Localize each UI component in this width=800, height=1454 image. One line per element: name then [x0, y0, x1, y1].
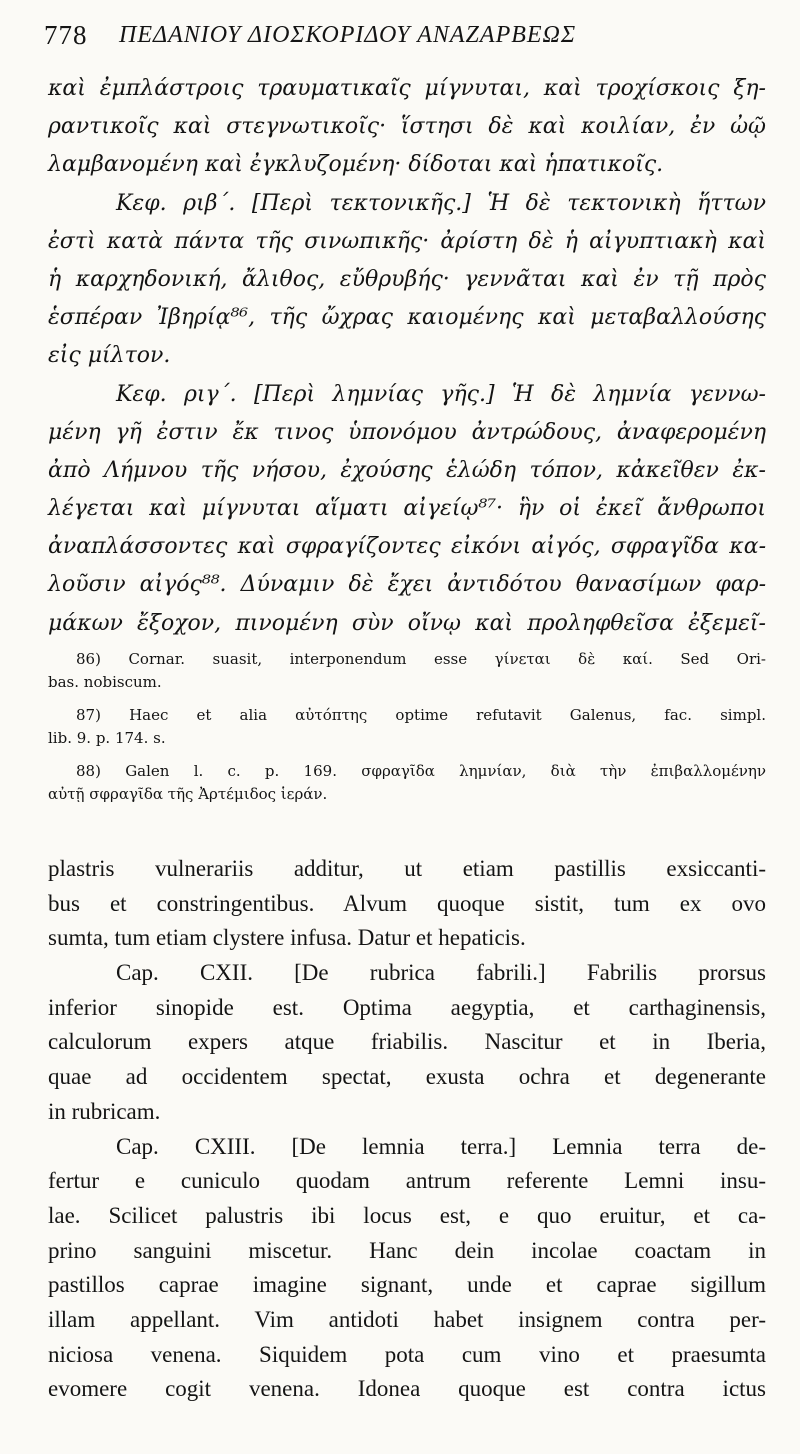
footnote-88 — [48, 760, 766, 806]
latin-line: fertur e cuniculo quodam antrum referente Lemni insu- — [48, 1168, 766, 1194]
greek-line: Κεφ. ριβ΄. [Περὶ τεκτονικῆς.] Ἡ δὲ τεκτονικὴ ἥττων — [116, 190, 766, 216]
latin-line: niciosa venena. Siquidem pota cum vino et praesumta — [48, 1341, 766, 1367]
footnote-86 — [48, 648, 766, 694]
footnote-line: 86) Cornar. suasit, interponendum esse γίνεται δὲ καί. Sed Ori- — [76, 650, 766, 668]
footnote-87 — [48, 704, 766, 750]
latin-line: sumta, tum etiam clystere infusa. Datur et hepaticis. — [48, 925, 526, 951]
footnotes — [48, 648, 766, 816]
greek-line: ραντικοῖς καὶ στεγνωτικοῖς· ἵστησι δὲ καὶ κοιλίαν, ἐν ὠῷ — [48, 114, 766, 140]
footnote-line: 88) Galen l. c. p. 169. σφραγῖδα λημνίαν, διὰ τὴν ἐπιβαλλομένην — [76, 762, 766, 780]
running-title: ΠΕΔΑΝΙΟΥ ΔΙΟΣΚΟΡΙΔΟΥ ΑΝΑΖΑΡΒΕΩΣ — [119, 22, 577, 48]
greek-line: ἀπὸ Λήμνου τῆς νήσου, ἐχούσης ἑλώδη τόπον, κἀκεῖθεν ἐκ- — [48, 457, 766, 483]
greek-text — [48, 70, 766, 643]
latin-line: pastillos caprae imagine signant, unde et caprae sigillum — [48, 1272, 766, 1298]
greek-line: Κεφ. ριγ΄. [Περὶ λημνίας γῆς.] Ἡ δὲ λημνία γεννω- — [116, 381, 766, 407]
latin-text — [48, 852, 766, 1407]
latin-line: plastris vulnerariis additur, ut etiam pastillis exsiccanti- — [48, 856, 766, 881]
latin-line: lae. Scilicet palustris ibi locus est, e quo eruitur, et ca- — [48, 1202, 766, 1228]
greek-line: εἰς μίλτον. — [48, 343, 171, 369]
latin-line: evomere cogit venena. Idonea quoque est contra ictus — [48, 1376, 766, 1402]
footnote-line: αὐτῇ σφραγῖδα τῆς Ἀρτέμιδος ἱεράν. — [48, 785, 328, 803]
latin-line: inferior sinopide est. Optima aegyptia, et carthaginensis, — [48, 994, 766, 1020]
greek-line: ἐστὶ κατὰ πάντα τῆς σινωπικῆς· ἀρίστη δὲ ἡ αἰγυπτιακὴ καὶ — [48, 228, 766, 254]
latin-line: in rubricam. — [48, 1098, 161, 1124]
greek-line: μένη γῆ ἐστιν ἔκ τινος ὑπονόμου ἀντρώδους, ἀναφερομένη — [48, 419, 766, 445]
greek-line: ἀναπλάσσοντες καὶ σφραγίζοντες εἰκόνι αἰγός, σφραγῖδα κα- — [48, 534, 766, 560]
greek-line: μάκων ἔξοχον, πινομένη σὺν οἴνῳ καὶ προληφθεῖσα ἐξεμεῖ- — [48, 610, 766, 636]
greek-line: ἡ καρχηδονική, ἄλιθος, εὔθρυβής· γεννᾶται καὶ ἐν τῇ πρὸς — [48, 266, 766, 292]
latin-line: Cap. CXIII. [De lemnia terra.] Lemnia terra de- — [116, 1133, 766, 1159]
greek-line: λαμβανομένη καὶ ἐγκλυζομένη· δίδοται καὶ ἡπατικοῖς. — [48, 152, 664, 178]
footnote-line: 87) Haec et alia αὐτόπτης optime refutavit Galenus, fac. simpl. — [76, 706, 766, 724]
footnote-line: lib. 9. p. 174. s. — [48, 729, 166, 747]
page-number: 778 — [44, 20, 88, 50]
greek-line: καὶ ἐμπλάστροις τραυματικαῖς μίγνυται, καὶ τροχίσκοις ξη- — [48, 76, 766, 101]
latin-line: calculorum expers atque friabilis. Nascitur et in Iberia, — [48, 1029, 766, 1055]
latin-line: Cap. CXII. [De rubrica fabrili.] Fabrilis prorsus — [116, 960, 766, 986]
greek-line: λοῦσιν αἰγός⁸⁸. Δύναμιν δὲ ἔχει ἀντιδότου θανασίμων φαρ- — [48, 572, 766, 598]
latin-line: illam appellant. Vim antidoti habet insignem contra per- — [48, 1306, 766, 1332]
greek-line: ἑσπέραν Ἰβηρίᾳ⁸⁶, τῆς ὤχρας καιομένης καὶ μεταβαλλούσης — [48, 305, 766, 331]
latin-line: bus et constringentibus. Alvum quoque sistit, tum ex ovo — [48, 890, 766, 916]
latin-line: quae ad occidentem spectat, exusta ochra et degenerante — [48, 1064, 766, 1090]
page-header — [44, 20, 764, 60]
latin-line: prino sanguini miscetur. Hanc dein incolae coactam in — [48, 1237, 766, 1263]
footnote-line: bas. nobiscum. — [48, 673, 162, 691]
greek-line: λέγεται καὶ μίγνυται αἵματι αἰγείῳ⁸⁷· ἣν οἱ ἐκεῖ ἄνθρωποι — [48, 496, 766, 522]
